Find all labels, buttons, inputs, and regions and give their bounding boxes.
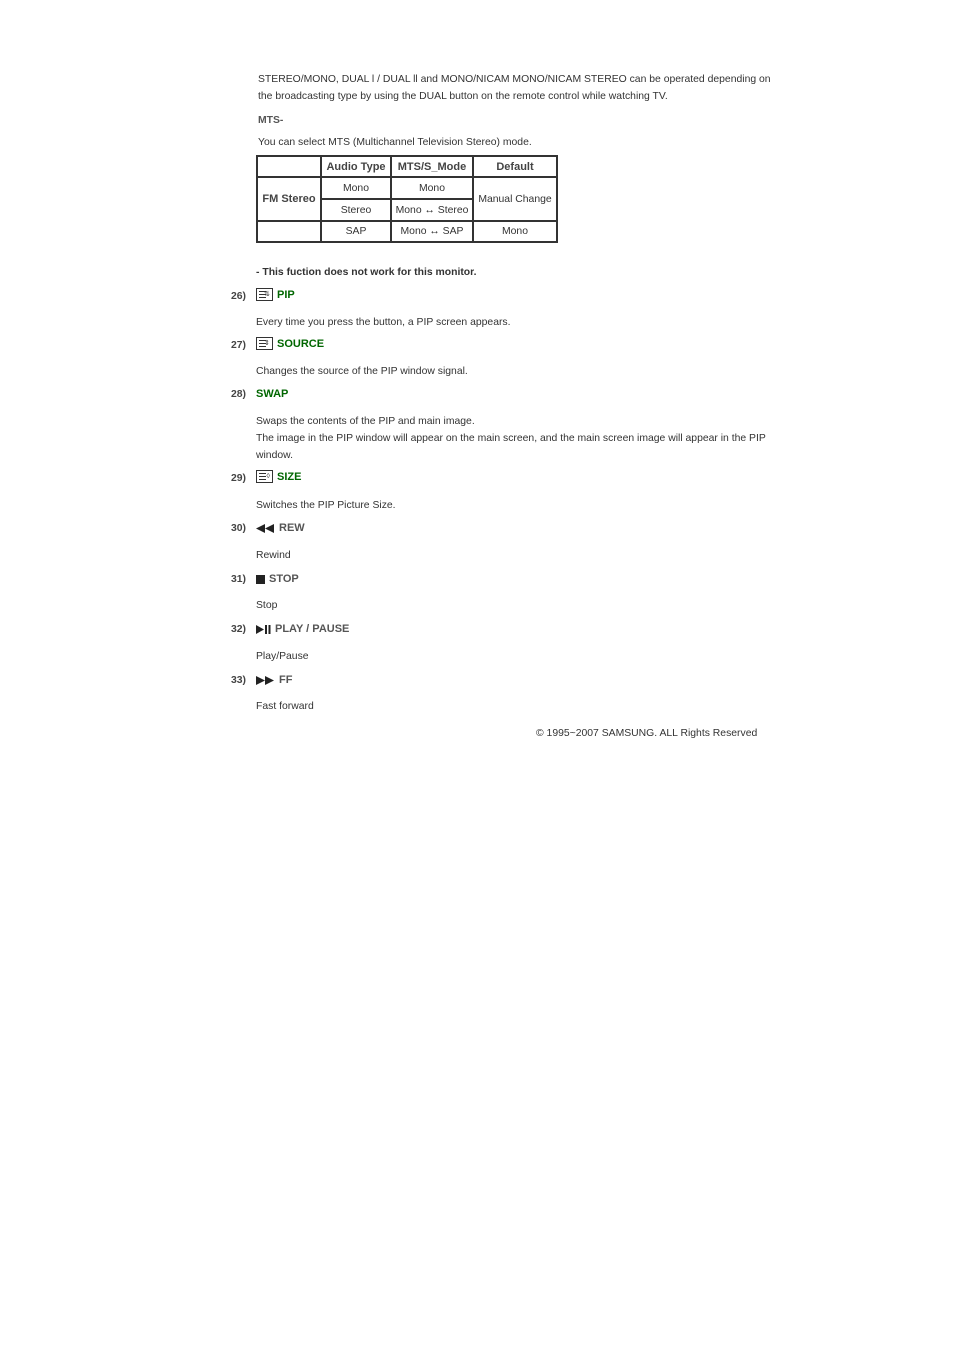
item-title: PIP xyxy=(277,288,295,301)
item-number: 26) xyxy=(231,291,247,302)
intro-paragraph: STEREO/MONO, DUAL l / DUAL ll and MONO/NICAM MONO/NICAM STEREO can be operated depending on the broadcasting type by using the DUAL button on the remote control while watching TV. xyxy=(258,74,771,102)
source-icon: ⇕ xyxy=(256,337,273,350)
item-description: Stop xyxy=(256,600,278,611)
table-header-cell: Audio Type xyxy=(321,156,391,177)
item-title: SIZE xyxy=(277,470,302,483)
table-cell-merged: Manual Change xyxy=(473,177,557,221)
table-row-label: FM Stereo xyxy=(257,177,321,221)
item-title: REW xyxy=(279,522,305,534)
item-description: Changes the source of the PIP window signal. xyxy=(256,366,468,377)
item-number: 27) xyxy=(231,340,247,351)
table-header-cell xyxy=(257,156,321,177)
item-description: Rewind xyxy=(256,550,291,561)
table-cell: Mono xyxy=(473,221,557,242)
item-heading-size xyxy=(256,470,301,483)
table-cell: Mono ↔ Stereo xyxy=(391,199,473,221)
table-header-cell: Default xyxy=(473,156,557,177)
table-cell: Stereo xyxy=(321,199,391,221)
item-number: 31) xyxy=(231,574,247,585)
table-row xyxy=(257,221,557,242)
item-description: Play/Pause xyxy=(256,651,309,662)
item-number: 29) xyxy=(231,473,247,484)
item-number: 33) xyxy=(231,675,247,686)
mts-title: MTS- xyxy=(258,115,284,126)
item-heading-source xyxy=(256,337,324,350)
item-heading-stop xyxy=(256,573,299,585)
item-heading-ff xyxy=(256,674,292,686)
item-title: SWAP xyxy=(256,388,289,400)
table-cell: Mono ↔ SAP xyxy=(391,221,473,242)
function-note: - This fuction does not work for this monitor. xyxy=(256,267,477,278)
mts-description: You can select MTS (Multichannel Television Stereo) mode. xyxy=(258,137,532,148)
item-number: 32) xyxy=(231,624,247,635)
stop-icon xyxy=(256,575,265,584)
size-icon: ◊ xyxy=(256,470,273,483)
table-cell-empty xyxy=(257,221,321,242)
table-row xyxy=(257,177,557,199)
table-header-cell: MTS/S_Mode xyxy=(391,156,473,177)
item-description: Fast forward xyxy=(256,701,314,712)
mts-table xyxy=(256,155,558,243)
item-title: FF xyxy=(279,674,293,686)
item-description: Swaps the contents of the PIP and main image. xyxy=(256,416,475,427)
item-description: The image in the PIP window will appear on the main screen, and the main screen image will appear in the PIP window. xyxy=(256,433,766,461)
item-description: Switches the PIP Picture Size. xyxy=(256,500,396,511)
item-title: SOURCE xyxy=(277,337,325,350)
item-heading-play-pause xyxy=(256,623,349,635)
item-title: STOP xyxy=(269,573,299,585)
item-heading-pip xyxy=(256,288,295,301)
table-header-row xyxy=(257,156,557,177)
table-cell: Mono xyxy=(321,177,391,199)
item-description: Every time you press the button, a PIP screen appears. xyxy=(256,317,511,328)
item-heading-rew xyxy=(256,522,305,534)
pip-icon: ⇅ xyxy=(256,288,273,301)
item-heading-swap xyxy=(256,388,288,400)
fast-forward-icon xyxy=(256,676,275,685)
item-number: 30) xyxy=(231,523,247,534)
item-number: 28) xyxy=(231,389,247,400)
copyright-footer: © 1995~2007 SAMSUNG. ALL Rights Reserved xyxy=(536,728,758,739)
rewind-icon xyxy=(256,524,275,533)
item-title: PLAY / PAUSE xyxy=(275,623,350,635)
table-cell: Mono xyxy=(391,177,473,199)
table-cell: SAP xyxy=(321,221,391,242)
play-pause-icon xyxy=(256,625,271,634)
